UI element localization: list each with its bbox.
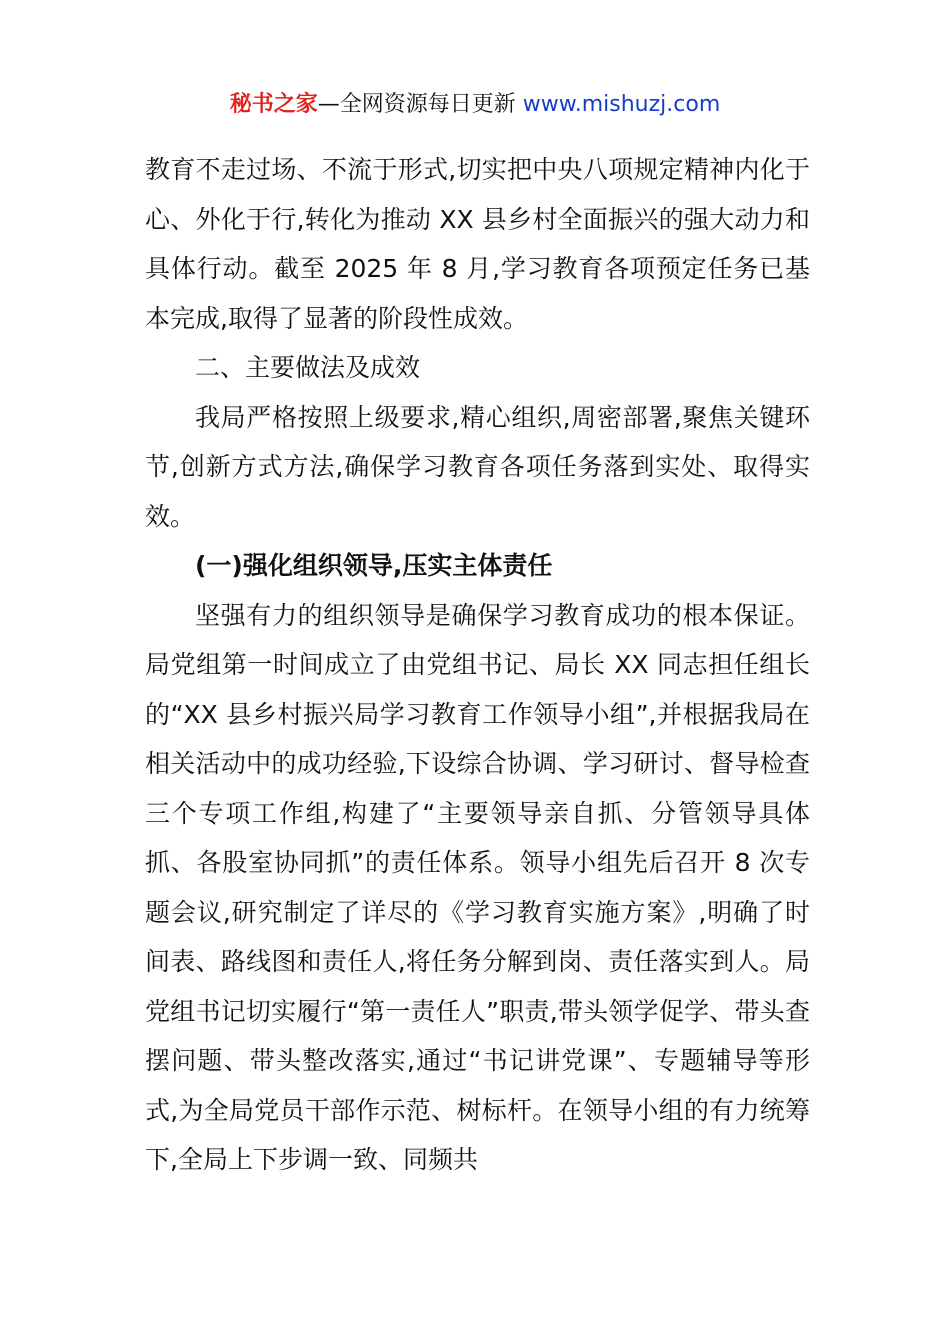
site-brand: 秘书之家 [229,92,318,117]
body-paragraph: 教育不走过场、不流于形式,切实把中央八项规定精神内化于心、外化于行,转化为推动 XX 县乡村全面振兴的强大动力和具体行动。截至 2025 年 8 月,学习教育各项预定任务已基本完成,取得了显著的阶段性成效。 [145,155,810,333]
site-url-link[interactable]: www.mishuzj.com [522,92,721,117]
site-header [0,88,950,122]
document-body [145,145,810,1185]
subsection-heading: (一)强化组织领导,压实主体责任 [195,551,553,580]
section-heading: 二、主要做法及成效 [195,353,421,382]
body-paragraph: 坚强有力的组织领导是确保学习教育成功的根本保证。局党组第一时间成立了由党组书记、局长 XX 同志担任组长的“XX 县乡村振兴局学习教育工作领导小组”,并根据我局在相关活动中的成功经验,下设综合协调、学习研讨、督导检查三个专项工作组,构建了“主要领导亲自抓、分管领导具体抓、各股室协同抓”的责任体系。领导小组先后召开 8 次专题会议,研究制定了详尽的《学习教育实施方案》,明确了时间表、路线图和责任人,将任务分解到岗、责任落实到人。局党组书记切实履行“第一责任人”职责,带头领学促学、带头查摆问题、带头整改落实,通过“书记讲党课”、专题辅导等形式,为全局党员干部作示范、树标杆。在领导小组的有力统筹下,全局上下步调一致、同频共 [145,600,810,1174]
body-paragraph: 我局严格按照上级要求,精心组织,周密部署,聚焦关键环节,创新方式方法,确保学习教育各项任务落到实处、取得实效。 [145,402,810,531]
site-tagline: —全网资源每日更新 [317,92,523,117]
